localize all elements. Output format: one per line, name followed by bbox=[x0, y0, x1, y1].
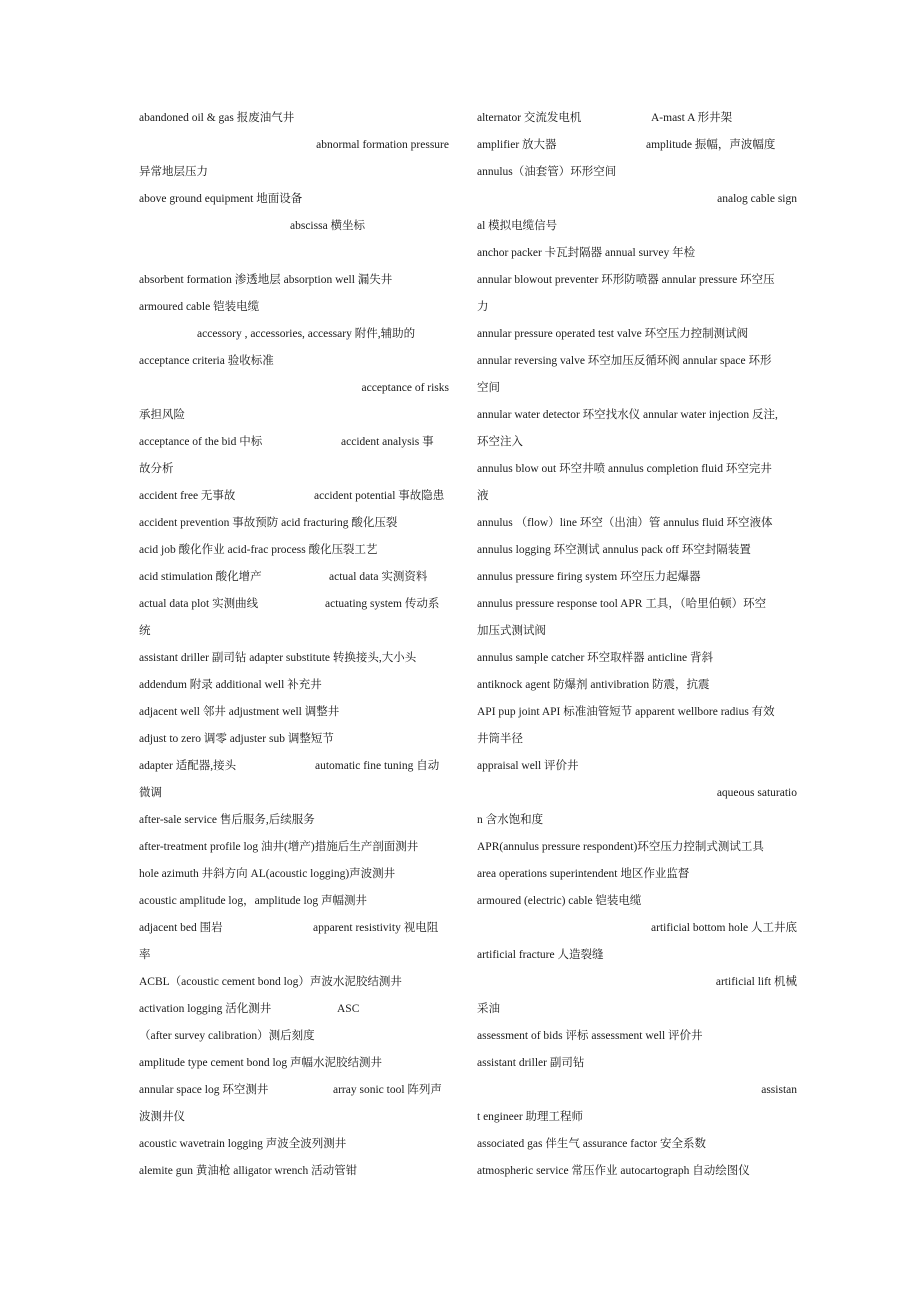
text-line bbox=[139, 1158, 449, 1185]
term-entry: 加压式测试阀 bbox=[477, 625, 546, 637]
text-line bbox=[477, 402, 797, 429]
term-entry: al 模拟电缆信号 bbox=[477, 220, 558, 232]
term-entry: hole azimuth 井斜方向 AL(acoustic logging)声波测井 bbox=[139, 868, 396, 880]
text-line bbox=[139, 267, 449, 294]
text-line bbox=[477, 699, 797, 726]
term-entry-secondary: amplitude 振幅，声波幅度 bbox=[646, 139, 776, 151]
term-entry: adjacent well 邻井 adjustment well 调整井 bbox=[139, 706, 340, 718]
term-entry: armoured (electric) cable 铠装电缆 bbox=[477, 895, 642, 907]
text-line bbox=[477, 807, 797, 834]
text-line bbox=[139, 537, 449, 564]
text-line bbox=[139, 348, 449, 375]
term-entry: APR(annulus pressure respondent)环空压力控制式测试工具 bbox=[477, 841, 764, 853]
term-entry: abnormal formation pressure bbox=[316, 139, 449, 151]
text-line bbox=[139, 1050, 449, 1077]
term-entry: absorbent formation 渗透地层 absorption well 漏失井 bbox=[139, 274, 393, 286]
text-line bbox=[477, 1050, 797, 1077]
term-entry-secondary: accident analysis 事 bbox=[341, 436, 434, 448]
term-entry: after-treatment profile log 油井(增产)措施后生产剖面测井 bbox=[139, 841, 419, 853]
text-line bbox=[477, 591, 797, 618]
term-entry: assistan bbox=[761, 1084, 797, 1096]
text-line bbox=[477, 105, 797, 132]
text-line bbox=[477, 483, 797, 510]
term-entry: 液 bbox=[477, 490, 489, 502]
text-line bbox=[477, 753, 797, 780]
term-entry: 空间 bbox=[477, 382, 500, 394]
text-line bbox=[139, 780, 449, 807]
term-entry: acoustic wavetrain logging 声波全波列测井 bbox=[139, 1138, 347, 1150]
text-line bbox=[477, 375, 797, 402]
term-entry: area operations superintendent 地区作业监督 bbox=[477, 868, 690, 880]
text-line bbox=[139, 294, 449, 321]
text-line bbox=[139, 942, 449, 969]
term-entry: alternator 交流发电机 bbox=[477, 112, 582, 124]
text-line bbox=[477, 645, 797, 672]
text-line bbox=[477, 834, 797, 861]
term-entry: armoured cable 铠装电缆 bbox=[139, 301, 260, 313]
text-line bbox=[139, 1077, 449, 1104]
text-line bbox=[477, 348, 797, 375]
left-column bbox=[139, 105, 449, 1185]
text-line bbox=[477, 294, 797, 321]
text-line bbox=[139, 375, 449, 402]
text-line bbox=[477, 996, 797, 1023]
text-line bbox=[139, 159, 449, 186]
text-line bbox=[139, 969, 449, 996]
term-entry: amplitude type cement bond log 声幅水泥胶结测井 bbox=[139, 1057, 383, 1069]
term-entry-secondary: actual data 实测资料 bbox=[329, 571, 428, 583]
text-line bbox=[139, 564, 449, 591]
text-line bbox=[139, 456, 449, 483]
term-entry: ACBL（acoustic cement bond log）声波水泥胶结测井 bbox=[139, 976, 402, 988]
term-entry: annulus logging 环空测试 annulus pack off 环空封隔装置 bbox=[477, 544, 751, 556]
term-entry: actual data plot 实测曲线 bbox=[139, 598, 259, 610]
term-entry: accessory , accessories, accessary 附件,辅助的 bbox=[197, 328, 416, 340]
term-entry-secondary: ASC bbox=[337, 1003, 360, 1015]
term-entry: acoustic amplitude log，amplitude log 声幅测井 bbox=[139, 895, 368, 907]
text-line bbox=[139, 186, 449, 213]
term-entry: artificial fracture 人造裂缝 bbox=[477, 949, 604, 961]
text-line bbox=[477, 726, 797, 753]
text-line bbox=[477, 267, 797, 294]
text-line bbox=[139, 834, 449, 861]
term-entry: amplifier 放大器 bbox=[477, 139, 557, 151]
text-line bbox=[477, 240, 797, 267]
term-entry: annulus blow out 环空井喷 annulus completion fluid 环空完井 bbox=[477, 463, 772, 475]
term-entry: （after survey calibration）测后刻度 bbox=[139, 1030, 315, 1042]
term-entry: annulus（油套管）环形空间 bbox=[477, 166, 617, 178]
text-line bbox=[139, 240, 449, 267]
text-line bbox=[139, 1023, 449, 1050]
term-entry: assessment of bids 评标 assessment well 评价井 bbox=[477, 1030, 703, 1042]
term-entry: acid stimulation 酸化增产 bbox=[139, 571, 262, 583]
text-line bbox=[139, 510, 449, 537]
text-line bbox=[139, 645, 449, 672]
term-entry: 微调 bbox=[139, 787, 162, 799]
term-entry: acceptance of the bid 中标 bbox=[139, 436, 263, 448]
text-line bbox=[139, 726, 449, 753]
text-line bbox=[139, 1131, 449, 1158]
text-line bbox=[477, 915, 797, 942]
term-entry: artificial bottom hole 人工井底 bbox=[651, 922, 797, 934]
term-entry: API pup joint API 标准油管短节 apparent wellbore radius 有效 bbox=[477, 706, 775, 718]
term-entry: adjust to zero 调零 adjuster sub 调整短节 bbox=[139, 733, 334, 745]
text-line bbox=[477, 969, 797, 996]
term-entry-secondary: array sonic tool 阵列声 bbox=[333, 1084, 442, 1096]
term-entry: abandoned oil & gas 报废油气井 bbox=[139, 112, 295, 124]
text-line bbox=[139, 915, 449, 942]
text-line bbox=[477, 510, 797, 537]
term-entry: annulus pressure firing system 环空压力起爆器 bbox=[477, 571, 701, 583]
term-entry: assistant driller 副司钻 bbox=[477, 1057, 585, 1069]
term-entry: adapter 适配器,接头 bbox=[139, 760, 237, 772]
text-line bbox=[139, 213, 449, 240]
text-line bbox=[139, 996, 449, 1023]
text-line bbox=[139, 888, 449, 915]
text-line bbox=[139, 672, 449, 699]
text-line bbox=[477, 1131, 797, 1158]
term-entry: analog cable sign bbox=[717, 193, 797, 205]
right-column bbox=[477, 105, 797, 1185]
term-entry: 采油 bbox=[477, 1003, 500, 1015]
text-line bbox=[139, 1104, 449, 1131]
term-entry-secondary: automatic fine tuning 自动 bbox=[315, 760, 440, 772]
term-entry: associated gas 伴生气 assurance factor 安全系数 bbox=[477, 1138, 706, 1150]
term-entry: annular blowout preventer 环形防喷器 annular pressure 环空压 bbox=[477, 274, 775, 286]
term-entry: assistant driller 副司钻 adapter substitute 转换接头,大小头 bbox=[139, 652, 417, 664]
text-line bbox=[139, 402, 449, 429]
text-line bbox=[477, 1077, 797, 1104]
term-entry: annular space log 环空测井 bbox=[139, 1084, 269, 1096]
text-line bbox=[139, 807, 449, 834]
term-entry: 统 bbox=[139, 625, 151, 637]
term-entry: addendum 附录 additional well 补充井 bbox=[139, 679, 322, 691]
term-entry: antiknock agent 防爆剂 antivibration 防震，抗震 bbox=[477, 679, 710, 691]
term-entry: n 含水饱和度 bbox=[477, 814, 544, 826]
term-entry: annular reversing valve 环空加压反循环阀 annular space 环形 bbox=[477, 355, 772, 367]
text-line bbox=[139, 861, 449, 888]
text-line bbox=[477, 1023, 797, 1050]
term-entry: 故分析 bbox=[139, 463, 174, 475]
term-entry: anchor packer 卡瓦封隔器 annual survey 年检 bbox=[477, 247, 696, 259]
term-entry-secondary: apparent resistivity 视电阻 bbox=[313, 922, 439, 934]
text-line bbox=[477, 942, 797, 969]
term-entry: after-sale service 售后服务,后续服务 bbox=[139, 814, 315, 826]
text-line bbox=[477, 132, 797, 159]
term-entry: 井筒半径 bbox=[477, 733, 523, 745]
text-line bbox=[139, 618, 449, 645]
term-entry: acid job 酸化作业 acid-frac process 酸化压裂工艺 bbox=[139, 544, 378, 556]
term-entry: annular water detector 环空找水仪 annular water injection 反注, bbox=[477, 409, 778, 421]
text-line bbox=[477, 321, 797, 348]
term-entry: activation logging 活化测井 bbox=[139, 1003, 272, 1015]
term-entry: annular pressure operated test valve 环空压力控制测试阀 bbox=[477, 328, 749, 340]
term-entry: abscissa 横坐标 bbox=[290, 220, 366, 232]
text-line bbox=[477, 564, 797, 591]
term-entry: artificial lift 机械 bbox=[715, 976, 797, 988]
term-entry: accident free 无事故 bbox=[139, 490, 236, 502]
text-line bbox=[139, 105, 449, 132]
term-entry: annulus （flow）line 环空（出油）管 annulus fluid 环空液体 bbox=[477, 517, 773, 529]
term-entry-secondary: actuating system 传动系 bbox=[325, 598, 440, 610]
text-line bbox=[477, 672, 797, 699]
term-entry: adjacent bed 围岩 bbox=[139, 922, 223, 934]
term-entry: annulus sample catcher 环空取样器 anticline 背斜 bbox=[477, 652, 714, 664]
text-line bbox=[139, 591, 449, 618]
term-entry: 异常地层压力 bbox=[139, 166, 208, 178]
term-entry: 承担风险 bbox=[139, 409, 185, 421]
text-line bbox=[477, 537, 797, 564]
text-line bbox=[139, 483, 449, 510]
term-entry: appraisal well 评价井 bbox=[477, 760, 579, 772]
text-line bbox=[477, 1104, 797, 1131]
text-line bbox=[477, 1158, 797, 1185]
term-entry: accident prevention 事故预防 acid fracturing 酸化压裂 bbox=[139, 517, 398, 529]
text-line bbox=[139, 699, 449, 726]
term-entry: atmospheric service 常压作业 autocartograph 自动绘图仪 bbox=[477, 1165, 750, 1177]
term-entry: alemite gun 黄油枪 alligator wrench 活动管钳 bbox=[139, 1165, 358, 1177]
text-line bbox=[139, 429, 449, 456]
text-line bbox=[139, 321, 449, 348]
text-line bbox=[477, 618, 797, 645]
term-entry: 力 bbox=[477, 301, 489, 313]
text-line bbox=[477, 780, 797, 807]
term-entry: t engineer 助理工程师 bbox=[477, 1111, 584, 1123]
term-entry: 率 bbox=[139, 949, 151, 961]
term-entry-secondary: A-mast A 形井架 bbox=[651, 112, 733, 124]
term-entry: 环空注入 bbox=[477, 436, 523, 448]
term-entry: 波测井仪 bbox=[139, 1111, 185, 1123]
text-line bbox=[477, 888, 797, 915]
text-line bbox=[477, 861, 797, 888]
text-line bbox=[477, 429, 797, 456]
text-line bbox=[477, 213, 797, 240]
term-entry-secondary: accident potential 事故隐患 bbox=[314, 490, 445, 502]
text-line bbox=[477, 159, 797, 186]
text-line bbox=[139, 132, 449, 159]
text-line bbox=[477, 186, 797, 213]
term-entry: acceptance of risks bbox=[361, 382, 449, 394]
text-line bbox=[477, 456, 797, 483]
term-entry: above ground equipment 地面设备 bbox=[139, 193, 303, 205]
text-line bbox=[139, 753, 449, 780]
term-entry: aqueous saturatio bbox=[716, 787, 797, 799]
term-entry: annulus pressure response tool APR 工具，（哈里伯顿）环空 bbox=[477, 598, 767, 610]
term-entry: acceptance criteria 验收标准 bbox=[139, 355, 274, 367]
